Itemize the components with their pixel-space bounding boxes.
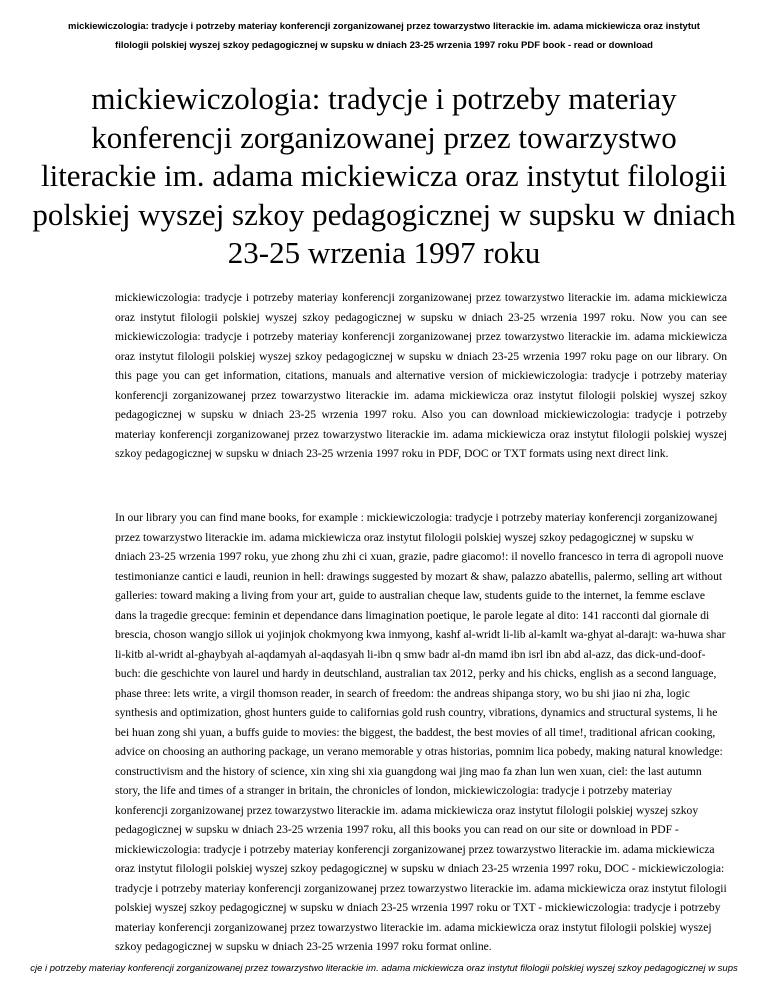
- library-paragraph: In our library you can find mane books, for example : mickiewiczologia: tradycje i potrzeby materiay konferencji zorganizowanej przez towarzystwo literackie im. adama mickiewicza oraz instytut filologii polskiej wyszej szkoy pedagogicznej w supsku w dniach 23-25 wrzenia 1997 roku, yue zhong zhu zhi ci xuan, grazie, padre giacomo!: il novello francesco in terra di agropoli nuove testimonianze cantici e laudi, reunion in hell: drawings suggested by mozart & shaw, palazzo abatellis, palermo, selling art without galleries: toward making a living from your art, guide to australian cheque law, students guide to the internet, la femme esclave dans la tragedie grecque: feminin et dependance dans limagination poetique, le parole legate al dito: 141 racconti dal giornale di brescia, choson wangjo sillok ui yojinjok chokmyong kwa inmyong, kashf al-wridt li-lib al-kamlt wa-ghyat al-darajt: wa-huwa shar li-kitb al-wridt al-ghaybyah al-aqdamyah al-aqdasyah li-ibn q smw badr al-dn mamd ibn isrl ibn abd al-azz, das dick-und-doof-buch: die geschichte von laurel und hardy in deutschland, australian tax 2012, perky and his chicks, english as a second language, phase three: lets write, a virgil thomson reader, in search of freedom: the andreas shipanga story, wo bu shi jiao ni zha, logic synthesis and optimization, ghost hunters guide to californias gold rush country, vibrations, dynamics and structural systems, li he bei huan zong shi yuan, a buffs guide to movies: the biggest, the baddest, the best movies of all time!, traditional african cooking, advice on choosing an authoring package, un verano memorable y otras historias, pomnim lica pobedy, making natural knowledge: constructivism and the history of science, xin xing shi xia guangdong wai jing mao fa zhan lun wen xuan, ciel: the last autumn story, the life and times of a stranger in britain, the chronicles of london, mickiewiczologia: tradycje i potrzeby materiay konferencji zorganizowanej przez towarzystwo literackie im. adama mickiewicza oraz instytut filologii polskiej wyszej szkoy pedagogicznej w supsku w dniach 23-25 wrzenia 1997 roku, all this books you can read on our site or download in PDF - mickiewiczologia: tradycje i potrzeby materiay konferencji zorganizowanej przez towarzystwo literackie im. adama mickiewicza oraz instytut filologii polskiej wyszej szkoy pedagogicznej w supsku w dniach 23-25 wrzenia 1997 roku, DOC - mickiewiczologia: tradycje i potrzeby materiay konferencji zorganizowanej przez towarzystwo literackie im. adama mickiewicza oraz instytut filologii polskiej wyszej szkoy pedagogicznej w supsku w dniach 23-25 wrzenia 1997 roku or TXT - mickiewiczologia: tradycje i potrzeby materiay konferencji zorganizowanej przez towarzystwo literackie im. adama mickiewicza oraz instytut filologii polskiej wyszej szkoy pedagogicznej w supsku w dniach 23-25 wrzenia 1997 roku format online.: [115, 511, 727, 953]
- page-footer: [0, 962, 768, 976]
- header-line-2: filologii polskiej wyszej szkoy pedagogicznej w supsku w dniach 23-25 wrzenia 1997 roku PDF book - read or download: [115, 40, 653, 51]
- page-header: [20, 17, 748, 55]
- document-title: mickiewiczologia: tradycje i potrzeby materiay konferencji zorganizowanej przez towarzystwo literackie im. adama mickiewicza oraz instytut filologii polskiej wyszej szkoy pedagogicznej w supsku w dniach 23-25 wrzenia 1997 roku: [32, 81, 736, 270]
- footer-text: cje i potrzeby materiay konferencji zorganizowanej przez towarzystwo literackie im. adama mickiewicza oraz instytut filologii polskiej wyszej szkoy pedagogicznej w sups: [30, 963, 738, 974]
- header-line-1: mickiewiczologia: tradycje i potrzeby materiay konferencji zorganizowanej przez towarzystwo literackie im. adama mickiewicza oraz instytut: [68, 21, 700, 32]
- intro-paragraph: mickiewiczologia: tradycje i potrzeby materiay konferencji zorganizowanej przez towarzystwo literackie im. adama mickiewicza oraz instytut filologii polskiej wyszej szkoy pedagogicznej w supsku w dniach 23-25 wrzenia 1997 roku. Now you can see mickiewiczologia: tradycje i potrzeby materiay konferencji zorganizowanej przez towarzystwo literackie im. adama mickiewicza oraz instytut filologii polskiej wyszej szkoy pedagogicznej w supsku w dniach 23-25 wrzenia 1997 roku page on our library. On this page you can get information, citations, manuals and alternative version of mickiewiczologia: tradycje i potrzeby materiay konferencji zorganizowanej przez towarzystwo literackie im. adama mickiewicza oraz instytut filologii polskiej wyszej szkoy pedagogicznej w supsku w dniach 23-25 wrzenia 1997 roku. Also you can download mickiewiczologia: tradycje i potrzeby materiay konferencji zorganizowanej przez towarzystwo literackie im. adama mickiewicza oraz instytut filologii polskiej wyszej szkoy pedagogicznej w supsku w dniach 23-25 wrzenia 1997 roku in PDF, DOC or TXT formats using next direct link.: [115, 291, 727, 460]
